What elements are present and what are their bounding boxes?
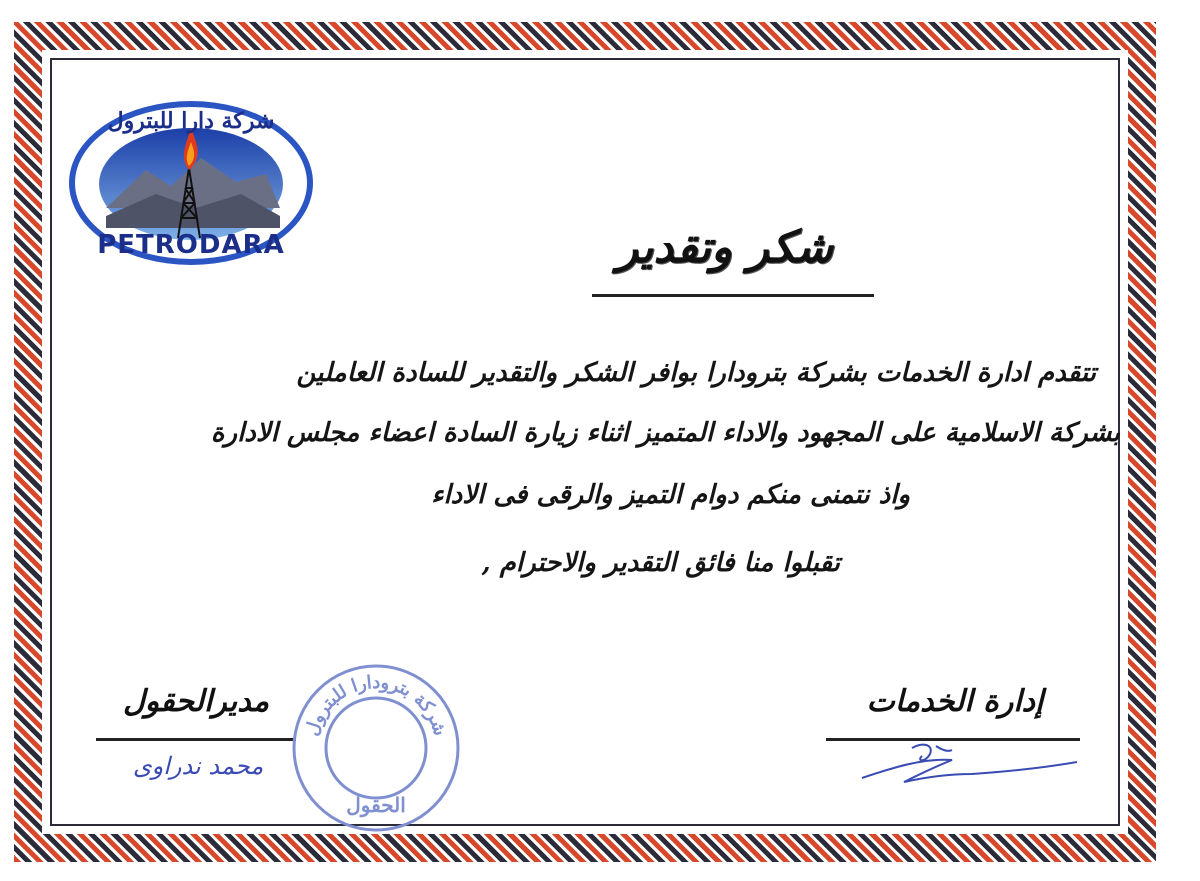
title-underline [592,294,874,297]
stamp-ring-text: شركة بترودارا للبترول [301,671,451,739]
fields-manager-title: مديرالحقول [122,684,270,719]
logo-arabic-name: شركة دارا للبترول [107,108,275,134]
handwritten-name: محمد ندراوى [132,752,264,780]
body-line-3: واذ نتمنى منكم دوام التميز والرقى فى الاداء [431,480,910,510]
body-line-2: بشركة الاسلامية على المجهود والاداء المتميز اثناء زيارة السادة اعضاء مجلس الادارة [210,418,1120,448]
services-department-title: إدارة الخدمات [866,684,1044,719]
handwritten-signature [852,738,1082,798]
body-line-4: تقبلوا منا فائق التقدير والاحترام , [481,548,840,578]
left-signature-line [96,738,296,741]
logo-english-name: PETRODARA [97,230,285,260]
petrodara-logo [66,98,316,268]
certificate-title: شكر وتقدير [616,222,834,273]
stamp-center-text: الحقول [346,793,406,817]
body-line-1: تتقدم ادارة الخدمات بشركة بترودارا بوافر الشكر والتقدير للسادة العاملين [296,358,1096,388]
official-stamp [290,662,462,834]
